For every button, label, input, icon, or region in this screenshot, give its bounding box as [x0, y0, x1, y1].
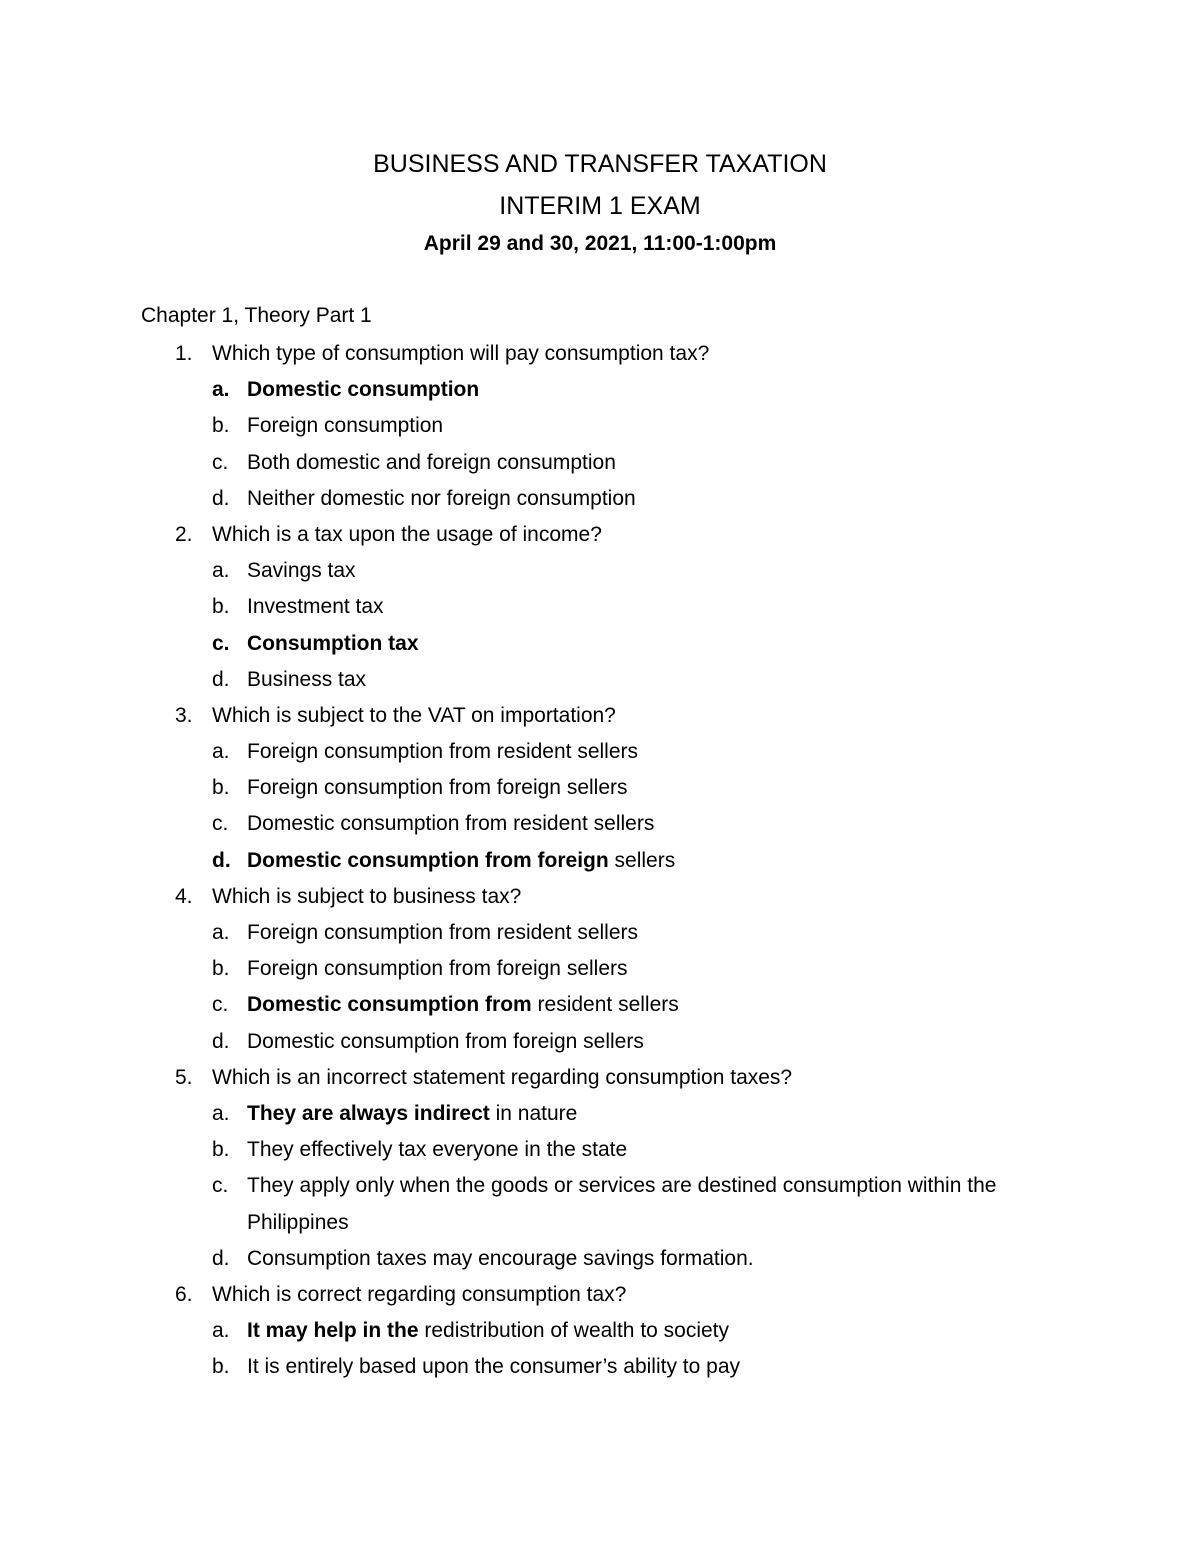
question-item [0, 336, 1200, 372]
option-letter: a. [212, 378, 230, 402]
option-letter: a. [212, 559, 230, 583]
question-number: 5. [175, 1065, 193, 1089]
option-text [247, 589, 1037, 625]
option-letter: b. [212, 414, 230, 438]
answer-option [0, 987, 1200, 1023]
exam-title: BUSINESS AND TRANSFER TAXATION [373, 150, 827, 178]
option-plain-text: Business tax [247, 667, 367, 691]
option-plain-text: Domestic consumption from foreign sellers [247, 1029, 644, 1053]
answer-option [0, 481, 1200, 517]
option-plain-text: It is entirely based upon the consumer’s ability to pay [247, 1355, 740, 1379]
option-text [247, 445, 1037, 481]
question-number: 6. [175, 1282, 193, 1306]
option-letter: d. [212, 486, 230, 510]
question-list [0, 336, 1200, 1385]
option-text [247, 734, 1037, 770]
answer-option [0, 626, 1200, 662]
option-letter: b. [212, 957, 230, 981]
option-letter: c. [212, 631, 230, 655]
option-letter: c. [212, 993, 229, 1017]
option-letter: c. [212, 1174, 229, 1198]
option-plain-text: Foreign consumption [247, 414, 444, 438]
option-letter: b. [212, 776, 230, 800]
option-bold-text: It may help in the [247, 1319, 419, 1343]
question-number: 2. [175, 522, 193, 546]
option-letter: c. [212, 812, 229, 836]
answer-option [0, 843, 1200, 879]
option-text [247, 806, 1037, 842]
option-text [247, 481, 1037, 517]
question-item [0, 1277, 1200, 1313]
option-plain-text: redistribution of wealth to society [418, 1319, 730, 1343]
option-text [247, 1096, 1037, 1132]
option-text [247, 770, 1037, 806]
option-letter: a. [212, 921, 230, 944]
option-text [247, 1349, 1037, 1385]
option-bold-text: Domestic consumption [247, 378, 480, 402]
question-text: Which type of consumption will pay consumption tax? [212, 342, 710, 365]
question-number: 1. [175, 342, 193, 365]
option-text [247, 626, 1037, 662]
option-letter: b. [212, 1355, 230, 1379]
answer-option [0, 589, 1200, 625]
question-text: Which is an incorrect statement regarding consumption taxes? [212, 1065, 793, 1089]
option-text [247, 408, 1037, 444]
answer-option [0, 372, 1200, 408]
option-plain-text: Both domestic and foreign consumption [247, 450, 616, 474]
option-plain-text: Foreign consumption from foreign sellers [247, 776, 628, 800]
answer-option [0, 553, 1200, 589]
option-letter: a. [212, 1101, 230, 1125]
answer-option [0, 1168, 1200, 1240]
option-text [247, 987, 1037, 1023]
exam-subtitle: INTERIM 1 EXAM [499, 192, 701, 220]
question-text: Which is subject to the VAT on importation? [212, 703, 616, 727]
answer-option [0, 1024, 1200, 1060]
answer-option [0, 1096, 1200, 1132]
option-bold-text: Domestic consumption from foreign [247, 848, 609, 872]
option-letter: c. [212, 450, 229, 474]
option-text [247, 915, 1037, 951]
question-item [0, 879, 1200, 915]
answer-option [0, 662, 1200, 698]
answer-option [0, 408, 1200, 444]
option-plain-text: Savings tax [247, 559, 356, 583]
answer-option [0, 915, 1200, 951]
answer-option [0, 951, 1200, 987]
option-plain-text: sellers [608, 848, 676, 872]
question-text: Which is a tax upon the usage of income? [212, 522, 602, 546]
option-plain-text: Foreign consumption from resident sellers [247, 921, 639, 944]
option-bold-text: Domestic consumption from [247, 993, 532, 1017]
option-plain-text: Neither domestic nor foreign consumption [247, 486, 636, 510]
answer-option [0, 1132, 1200, 1168]
question-text: Which is subject to business tax? [212, 884, 522, 908]
option-plain-text: Investment tax [247, 595, 384, 619]
option-letter: a. [212, 1319, 230, 1343]
question-number: 3. [175, 703, 193, 727]
exam-date: April 29 and 30, 2021, 11:00-1:00pm [423, 232, 777, 255]
option-letter: b. [212, 1138, 230, 1162]
option-text [247, 1241, 1037, 1277]
option-plain-text: Foreign consumption from resident sellers [247, 740, 639, 764]
option-text [247, 553, 1037, 589]
option-text [247, 843, 1037, 879]
answer-option [0, 734, 1200, 770]
option-text [247, 662, 1037, 698]
answer-option [0, 1349, 1200, 1385]
option-plain-text: Consumption taxes may encourage savings formation. [247, 1246, 754, 1270]
section-heading: Chapter 1, Theory Part 1 [141, 304, 372, 327]
option-plain-text: in nature [489, 1101, 578, 1125]
option-text [247, 951, 1037, 987]
option-letter: a. [212, 740, 230, 764]
question-item [0, 517, 1200, 553]
answer-option [0, 1313, 1200, 1349]
option-text [247, 1024, 1037, 1060]
answer-option [0, 770, 1200, 806]
option-bold-text: They are always indirect [247, 1101, 490, 1125]
option-plain-text: They apply only when the goods or services are destined consumption within the Philippines [247, 1174, 997, 1234]
option-letter: d. [212, 1246, 230, 1270]
option-text [247, 1168, 1037, 1240]
option-letter: d. [212, 1029, 230, 1053]
question-item [0, 698, 1200, 734]
question-item [0, 1060, 1200, 1096]
question-number: 4. [175, 884, 193, 908]
option-letter: d. [212, 667, 230, 691]
option-text [247, 1132, 1037, 1168]
option-plain-text: They effectively tax everyone in the state [247, 1138, 628, 1162]
option-letter: b. [212, 595, 230, 619]
option-letter: d. [212, 848, 231, 872]
answer-option [0, 1241, 1200, 1277]
option-plain-text: Domestic consumption from resident sellers [247, 812, 655, 836]
option-text [247, 372, 1037, 408]
answer-option [0, 445, 1200, 481]
answer-option [0, 806, 1200, 842]
question-text: Which is correct regarding consumption tax? [212, 1282, 627, 1306]
option-text [247, 1313, 1037, 1349]
option-plain-text: resident sellers [531, 993, 679, 1017]
option-bold-text: Consumption tax [247, 631, 419, 655]
option-plain-text: Foreign consumption from foreign sellers [247, 957, 628, 981]
